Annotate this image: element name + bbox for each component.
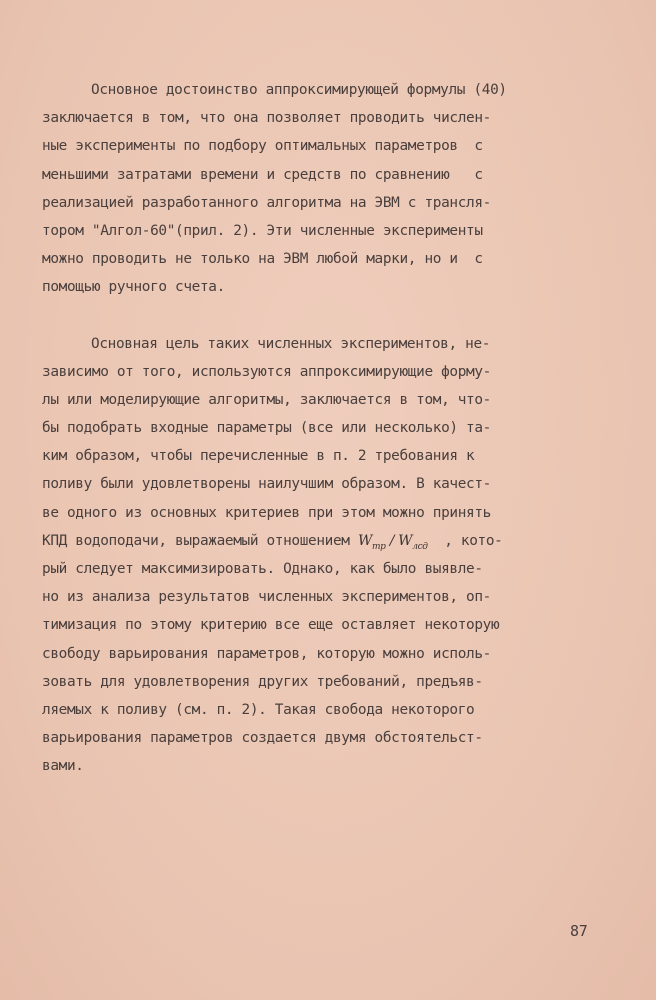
text-line: свободу варьирования параметров, которую можно исполь- xyxy=(42,645,491,662)
text-line: ким образом, чтобы перечисленные в п. 2 требования к xyxy=(42,448,475,465)
text-line: но из анализа результатов численных экспериментов, оп- xyxy=(42,589,491,606)
text-line: Основная цель таких численных экспериментов, не- xyxy=(91,335,491,352)
text-line: ные эксперименты по подбору оптимальных параметров с xyxy=(42,138,483,155)
text-line: вами. xyxy=(42,758,84,775)
text-line: бы подобрать входные параметры (все или несколько) та- xyxy=(42,420,491,437)
text-line: Основное достоинство аппроксимирующей формулы (40) xyxy=(91,82,507,98)
text-line: меньшими затратами времени и средств по сравнению с xyxy=(42,166,483,183)
text-line: варьирования параметров создается двумя обстоятельст- xyxy=(42,730,483,747)
text-line: поливу были удовлетворены наилучшим образом. В качест- xyxy=(42,476,491,493)
paragraph-1 xyxy=(42,76,572,302)
formula-denominator-subscript: лсд xyxy=(412,541,428,552)
page-number: 87 xyxy=(570,922,588,940)
paragraph-2 xyxy=(42,330,572,781)
formula-numerator-subscript: тр xyxy=(371,541,386,552)
text-line: заключается в том, что она позволяет проводить числен- xyxy=(42,110,491,127)
text-line: помощью ручного счета. xyxy=(42,279,225,296)
text-line: лы или моделирующие алгоритмы, заключается в том, что- xyxy=(42,391,491,408)
efficiency-ratio-formula xyxy=(357,532,428,552)
text-line: реализацией разработанного алгоритма на ЭВМ с трансля- xyxy=(42,194,491,211)
text-line: тором "Алгол-60"(прил. 2). Эти численные эксперименты xyxy=(42,222,483,239)
text-line: ляемых к поливу (см. п. 2). Такая свобода некоторого xyxy=(42,701,475,718)
formula-numerator: W xyxy=(357,532,372,549)
text-line: ве одного из основных критериев при этом можно принять xyxy=(42,504,491,521)
formula-prefix: КПД водоподачи, выражаемый отношением xyxy=(42,532,358,549)
text-line: можно проводить не только на ЭВМ любой марки, но и с xyxy=(42,251,483,268)
text-line: зависимо от того, используются аппроксимирующие форму- xyxy=(42,363,491,380)
text-line: рый следует максимизировать. Однако, как было выявле- xyxy=(42,561,483,577)
paragraph-gap xyxy=(42,302,572,330)
formula-line xyxy=(42,527,572,555)
formula-slash: / xyxy=(385,532,399,549)
text-line: тимизация по этому критерию все еще оставляет некоторую xyxy=(42,617,500,634)
formula-denominator: W xyxy=(398,532,413,549)
text-line: зовать для удовлетворения других требований, предъяв- xyxy=(42,673,483,690)
body-text xyxy=(42,76,572,781)
formula-suffix: , кото- xyxy=(427,532,503,549)
